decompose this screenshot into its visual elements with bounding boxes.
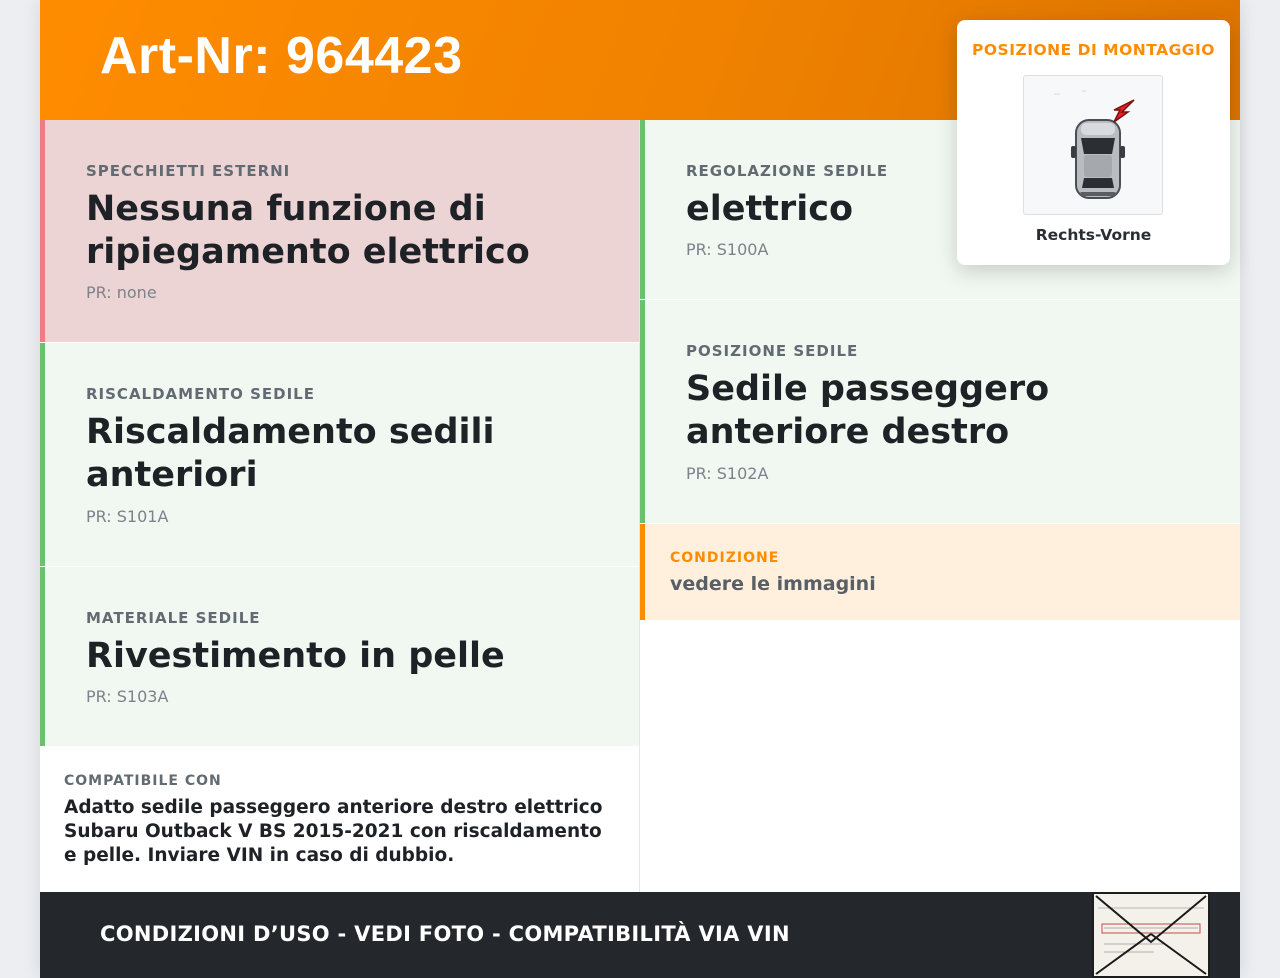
card-value: Nessuna funzione di ripiegamento elettrico bbox=[86, 189, 530, 272]
card-label: REGOLAZIONE SEDILE bbox=[686, 162, 889, 180]
vehicle-papers-stamp-image bbox=[1092, 892, 1210, 978]
compatibility-text: Adatto sedile passeggero anteriore destro elettrico Subaru Outback V BS 2015-2021 con riscaldamento e pelle. Inviare VIN in caso di dubbio. bbox=[64, 797, 603, 866]
card-label: POSIZIONE SEDILE bbox=[686, 342, 859, 360]
card-seat-heating bbox=[40, 343, 639, 566]
condition-label: CONDIZIONE bbox=[670, 550, 780, 566]
condition-block bbox=[640, 524, 1240, 620]
mounting-position-label: Rechts-Vorne bbox=[1035, 226, 1152, 244]
card-mirrors bbox=[40, 120, 639, 342]
condition-text: vedere le immagini bbox=[670, 573, 876, 595]
car-top-view-icon bbox=[1024, 76, 1162, 214]
card-pr-code: PR: S100A bbox=[686, 240, 769, 259]
card-seat-position bbox=[640, 300, 1240, 523]
card-pr-code: PR: S103A bbox=[86, 687, 169, 706]
card-pr-code: PR: S101A bbox=[86, 507, 169, 526]
card-label: MATERIALE SEDILE bbox=[86, 609, 261, 627]
card-pr-code: PR: none bbox=[86, 283, 157, 302]
card-label: RISCALDAMENTO SEDILE bbox=[86, 385, 315, 403]
footer-text: CONDIZIONI D’USO - VEDI FOTO - COMPATIBILITÀ VIA VIN bbox=[100, 922, 790, 946]
card-label: SPECCHIETTI ESTERNI bbox=[86, 162, 291, 180]
card-value: Sedile passeggero anteriore destro bbox=[686, 369, 1050, 452]
card-pr-code: PR: S102A bbox=[686, 464, 769, 483]
card-value: Riscaldamento sedili anteriori bbox=[86, 412, 495, 495]
card-value: elettrico bbox=[686, 189, 853, 229]
card-value: Rivestimento in pelle bbox=[86, 636, 505, 676]
car-diagram bbox=[1023, 75, 1163, 215]
footer-bar bbox=[40, 892, 1240, 978]
compatibility-label: COMPATIBILE CON bbox=[64, 773, 222, 789]
popup-title: POSIZIONE DI MONTAGGIO bbox=[972, 41, 1215, 59]
card-seat-material bbox=[40, 567, 639, 746]
stamp-graphic bbox=[1094, 894, 1208, 976]
mounting-position-popup bbox=[957, 20, 1230, 265]
compatibility-block bbox=[40, 747, 639, 892]
red-arrow-icon bbox=[1110, 96, 1140, 126]
article-number-title: Art-Nr: 964423 bbox=[100, 27, 463, 85]
